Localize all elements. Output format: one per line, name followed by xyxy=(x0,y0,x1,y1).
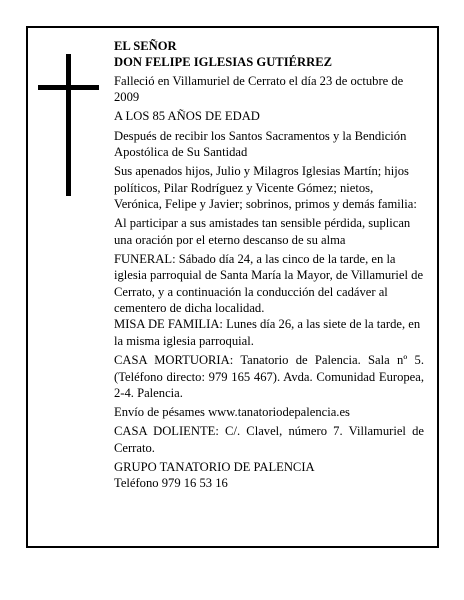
family-paragraph: Sus apenados hijos, Julio y Milagros Iglesias Martín; hijos políticos, Pilar Rodríguez y Vicente Gómez; nietos, Verónica, Felipe y Javier; sobrinos, primos y demás familia: xyxy=(114,164,417,212)
phone-number: Teléfono 979 16 53 16 xyxy=(114,476,228,491)
family-home-paragraph: CASA DOLIENTE: C/. Clavel, número 7. Villamuriel de Cerrato. xyxy=(114,424,424,455)
title-line-1: EL SEÑOR xyxy=(114,39,177,53)
cross-icon xyxy=(66,54,71,196)
funeral-group-name: GRUPO TANATORIO DE PALENCIA xyxy=(114,459,315,474)
prayer-request-paragraph: Al participar a sus amistades tan sensible pérdida, suplican una oración por el eterno descanso de su alma xyxy=(114,216,411,247)
cross-icon-crossbar xyxy=(38,85,99,90)
sacraments-paragraph: Después de recibir los Santos Sacramentos y la Bendición Apostólica de Su Santidad xyxy=(114,128,407,160)
funeral-home-paragraph: CASA MORTUORIA: Tanatorio de Palencia. Sala nº 5. (Teléfono directo: 979 165 467). Avda. Comunidad Europea, 2-4. Palencia. xyxy=(114,353,424,400)
obituary-text xyxy=(114,38,424,495)
family-mass-paragraph: MISA DE FAMILIA: Lunes día 26, a las siete de la tarde, en la misma iglesia parroquial. xyxy=(114,317,421,348)
condolences-paragraph: Envío de pésames www.tanatoriodepalencia.es xyxy=(114,405,350,420)
deceased-name: DON FELIPE IGLESIAS GUTIÉRREZ xyxy=(114,55,332,70)
death-date-paragraph: Falleció en Villamuriel de Cerrato el día 23 de octubre de 2009 xyxy=(114,73,404,105)
age-paragraph: A LOS 85 AÑOS DE EDAD xyxy=(114,109,260,124)
funeral-paragraph: FUNERAL: Sábado día 24, a las cinco de la tarde, en la iglesia parroquial de Santa María la Mayor, de Villamuriel de Cerrato, y a continuación la conducción del cadáver al cementero de dicha localidad. xyxy=(114,251,424,316)
